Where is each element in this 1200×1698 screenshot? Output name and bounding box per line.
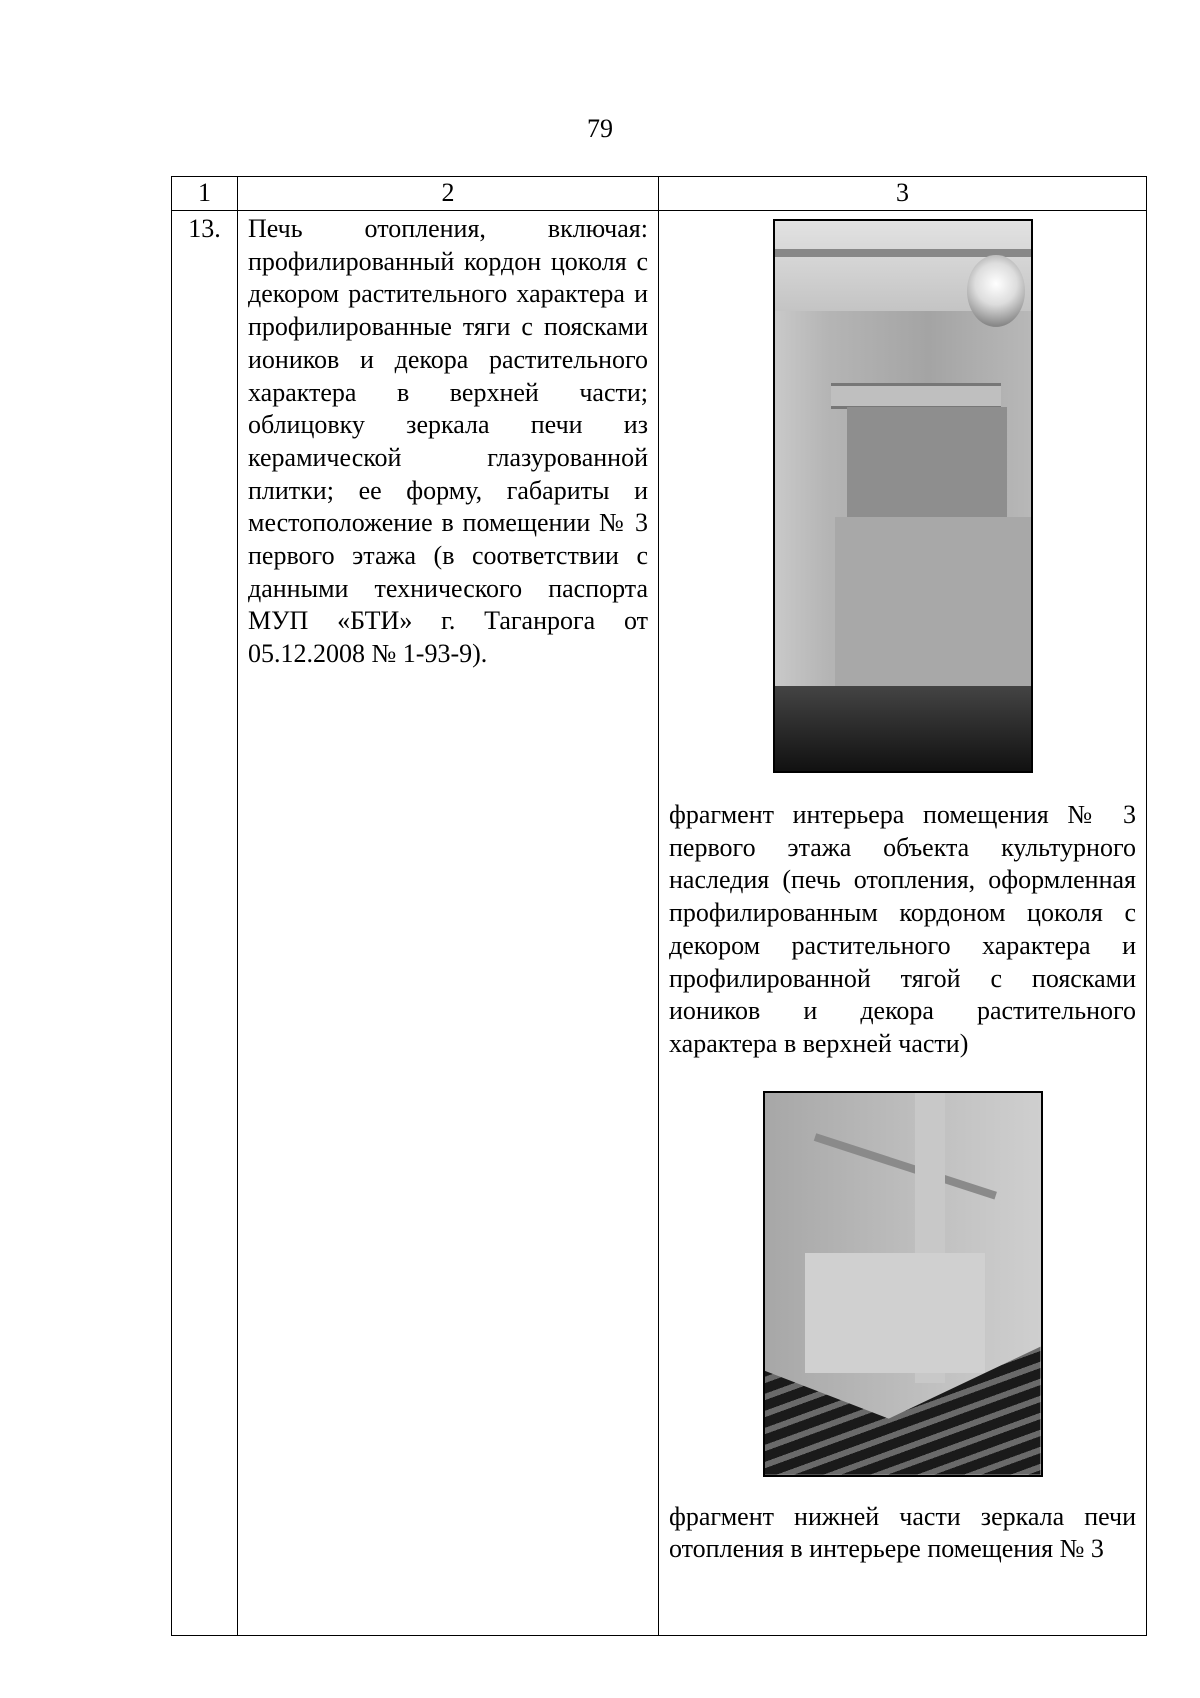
row-photos-cell	[659, 211, 1147, 1636]
table-header-row	[172, 177, 1147, 211]
row-number: 13.	[172, 211, 238, 1636]
header-col-3: 3	[659, 177, 1147, 211]
header-col-2: 2	[238, 177, 659, 211]
stove-base-photo	[763, 1091, 1043, 1477]
row-description: Печь отопления, включая: профилированный кордон цоколя с декором растительного характера и профилированные тяги с поясками иоников и декора растительного характера в верхней части; облицовку зеркала печи из керамической глазурованной плитки; ее форму, габариты и местоположение в помещении № 3 первого этажа (в соответствии с данными технического паспорта МУП «БТИ» г. Таганрога от 05.12.2008 № 1-93-9).	[248, 214, 648, 669]
table-row	[172, 211, 1147, 1636]
stove-interior-photo	[773, 219, 1033, 773]
row-description-cell	[238, 211, 659, 1636]
photo-caption-2: фрагмент нижней части зеркала печи отопления в интерьере помещения № 3	[669, 1501, 1136, 1564]
photo-caption-1: фрагмент интерьера помещения № 3 первого этажа объекта культурного наследия (печь отопления, оформленная профилированным кордоном цоколя с декором растительного характера и профилированной тягой с поясками иоников и декора растительного характера в верхней части)	[669, 800, 1136, 1058]
monument-elements-table	[171, 176, 1147, 1636]
page-number: 79	[587, 114, 613, 143]
header-col-1: 1	[172, 177, 238, 211]
